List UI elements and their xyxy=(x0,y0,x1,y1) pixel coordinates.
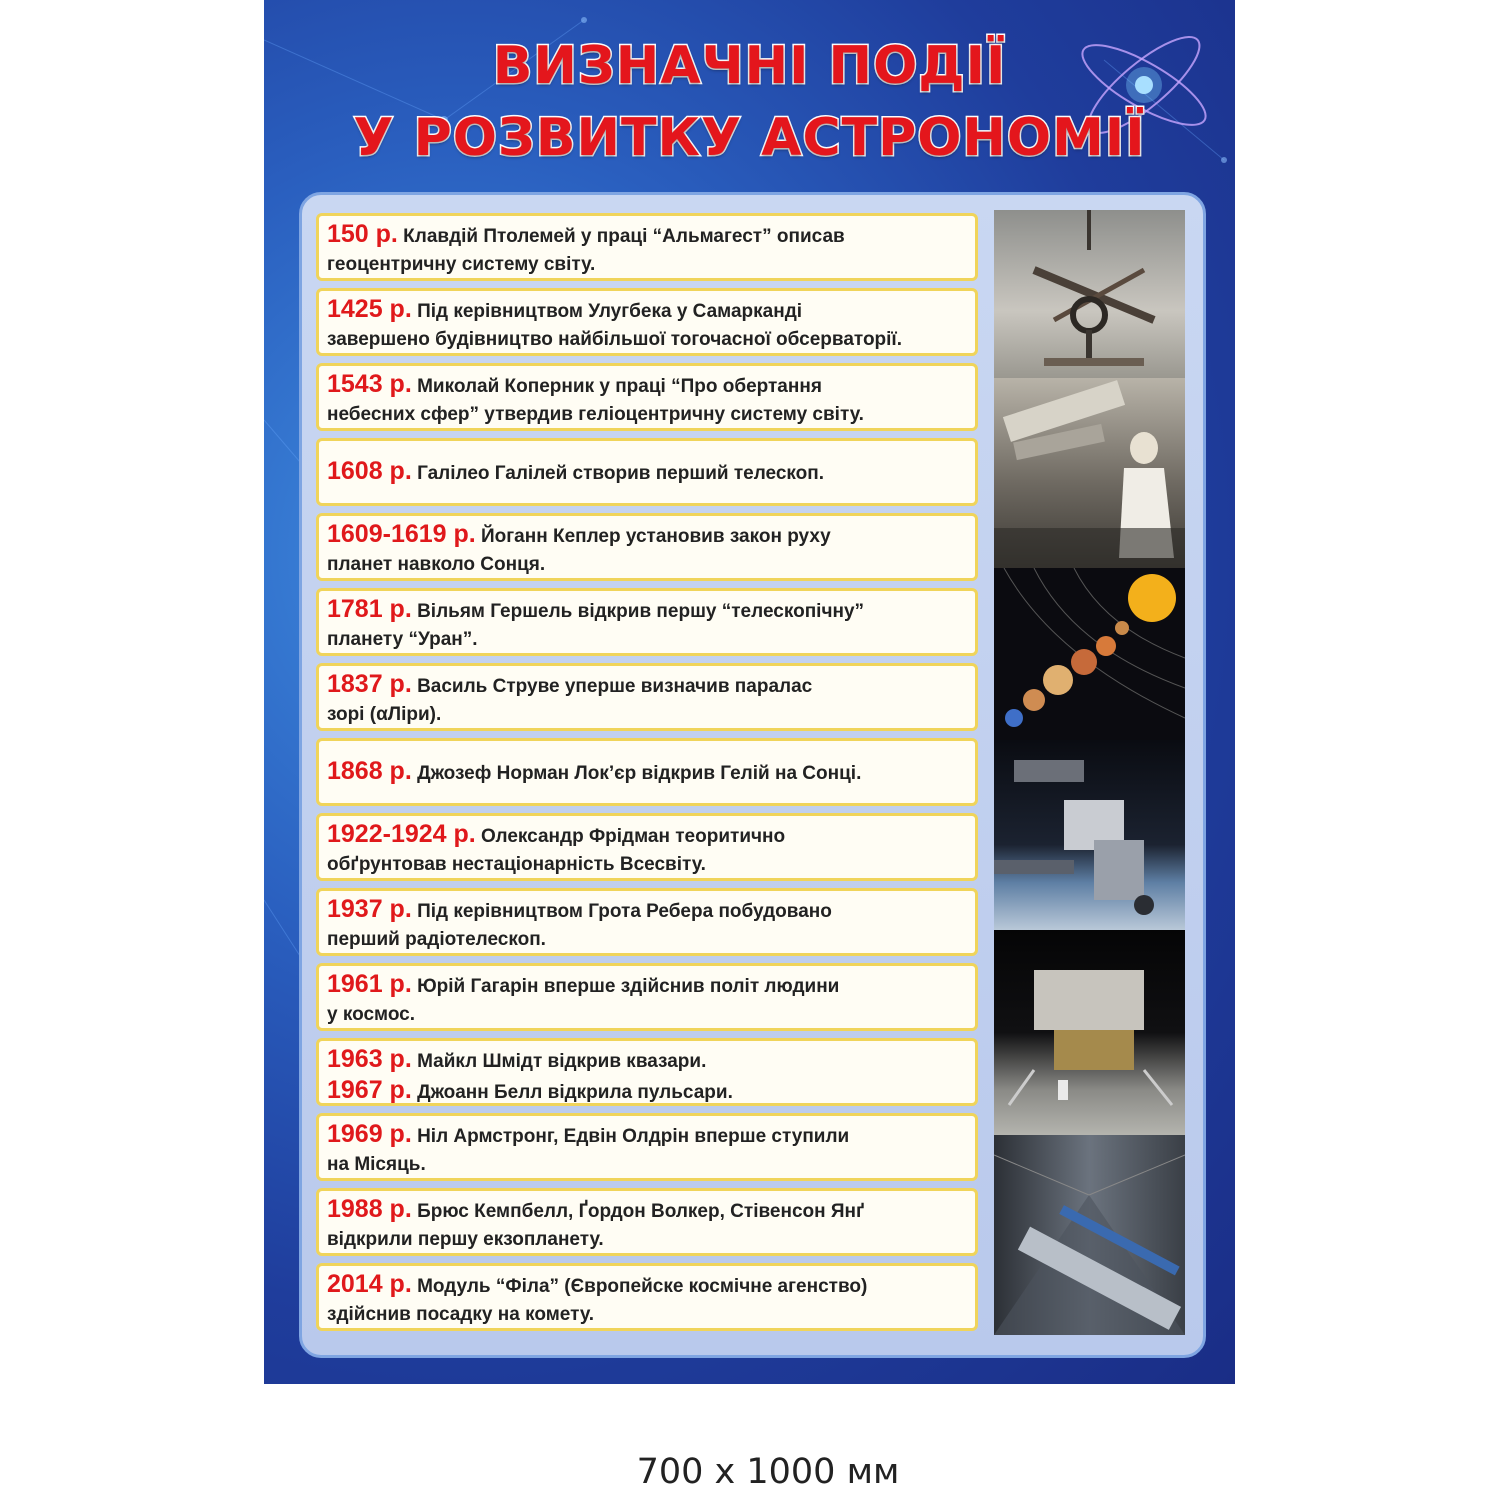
poster-title-line1: ВИЗНАЧНІ ПОДІЇ xyxy=(492,36,1007,96)
lunar-module-image xyxy=(994,930,1185,1135)
event-text: завершено будівництво найбільшої тогочасної обсерваторії. xyxy=(327,329,903,350)
event-card xyxy=(316,663,978,731)
event-text: здійснив посадку на комету. xyxy=(327,1304,595,1325)
woman-at-telescope-image xyxy=(994,378,1185,568)
event-card xyxy=(316,363,978,431)
event-text: Василь Струве уперше визначив паралас xyxy=(417,676,813,697)
poster-title-line2: У РОЗВИТКУ АСТРОНОМІЇ xyxy=(353,108,1146,168)
event-card xyxy=(316,888,978,956)
event-text: планет навколо Сонця. xyxy=(327,554,546,575)
event-text: планету “Уран”. xyxy=(327,629,478,650)
event-text: Під керівництвом Улугбека у Самарканді xyxy=(417,301,803,322)
event-card xyxy=(316,1038,978,1106)
event-text: відкрили першу екзопланету. xyxy=(327,1229,604,1250)
event-text: Олександр Фрідман теоритично xyxy=(481,826,786,847)
event-card xyxy=(316,438,978,506)
event-text: Джоанн Белл відкрила пульсари. xyxy=(417,1082,733,1103)
event-card xyxy=(316,288,978,356)
event-text: перший радіотелескоп. xyxy=(327,929,546,950)
event-year: 1922-1924 р. xyxy=(327,820,476,848)
event-text: зорі (αЛіри). xyxy=(327,704,442,725)
event-year: 1937 р. xyxy=(327,895,412,923)
event-year: 1988 р. xyxy=(327,1195,412,1223)
event-text: Джозеф Норман Лок’єр відкрив Гелій на Сонці. xyxy=(417,763,862,784)
event-text: у космос. xyxy=(327,1004,416,1025)
event-text: Галілео Галілей створив перший телескоп. xyxy=(417,463,825,484)
event-year: 1543 р. xyxy=(327,370,412,398)
event-year: 1608 р. xyxy=(327,457,412,485)
event-text: на Місяць. xyxy=(327,1154,426,1175)
event-text: Під керівництвом Грота Ребера побудовано xyxy=(417,901,832,922)
event-card xyxy=(316,738,978,806)
event-text: Йоганн Кеплер установив закон руху xyxy=(481,526,831,547)
event-year: 150 р. xyxy=(327,220,398,248)
event-text: Ніл Армстронг, Едвін Олдрін вперше ступили xyxy=(417,1126,850,1147)
event-year: 1609-1619 р. xyxy=(327,520,476,548)
photo-column xyxy=(994,210,1185,1335)
size-caption: 700 х 1000 мм xyxy=(636,1452,900,1492)
event-card xyxy=(316,213,978,281)
particle-accelerator-image xyxy=(994,1135,1185,1335)
event-year: 1781 р. xyxy=(327,595,412,623)
event-year: 1961 р. xyxy=(327,970,412,998)
poster xyxy=(264,0,1235,1384)
event-text: Брюс Кемпбелл, Ґордон Волкер, Стівенсон Янґ xyxy=(417,1201,865,1222)
event-text: Клавдій Птолемей у праці “Альмагест” описав xyxy=(403,226,845,247)
event-text: Миколай Коперник у праці “Про обертання xyxy=(417,376,822,397)
event-card xyxy=(316,1113,978,1181)
event-text: геоцентричну систему світу. xyxy=(327,254,596,275)
event-year: 1963 р. xyxy=(327,1045,412,1073)
event-year: 1868 р. xyxy=(327,757,412,785)
solar-system-model-image xyxy=(994,568,1185,740)
astrolabe-instrument-image xyxy=(994,210,1185,378)
event-card xyxy=(316,588,978,656)
event-year: 1969 р. xyxy=(327,1120,412,1148)
event-year: 1967 р. xyxy=(327,1076,412,1104)
event-card xyxy=(316,513,978,581)
event-year: 1425 р. xyxy=(327,295,412,323)
event-text: Вільям Гершель відкрив першу “телескопічну” xyxy=(417,601,865,622)
event-text: небесних сфер” утвердив геліоцентричну систему світу. xyxy=(327,404,864,425)
event-card xyxy=(316,963,978,1031)
event-card xyxy=(316,1263,978,1331)
event-card xyxy=(316,1188,978,1256)
event-text: Майкл Шмідт відкрив квазари. xyxy=(417,1051,707,1072)
space-station-image xyxy=(994,740,1185,930)
event-year: 1837 р. xyxy=(327,670,412,698)
event-text: Модуль “Філа” (Європейске космічне агенство) xyxy=(417,1276,868,1297)
event-year: 2014 р. xyxy=(327,1270,412,1298)
event-text: обґрунтовав нестаціонарність Всесвіту. xyxy=(327,854,706,875)
event-card xyxy=(316,813,978,881)
event-text: Юрій Гагарін вперше здійснив політ людини xyxy=(417,976,840,997)
